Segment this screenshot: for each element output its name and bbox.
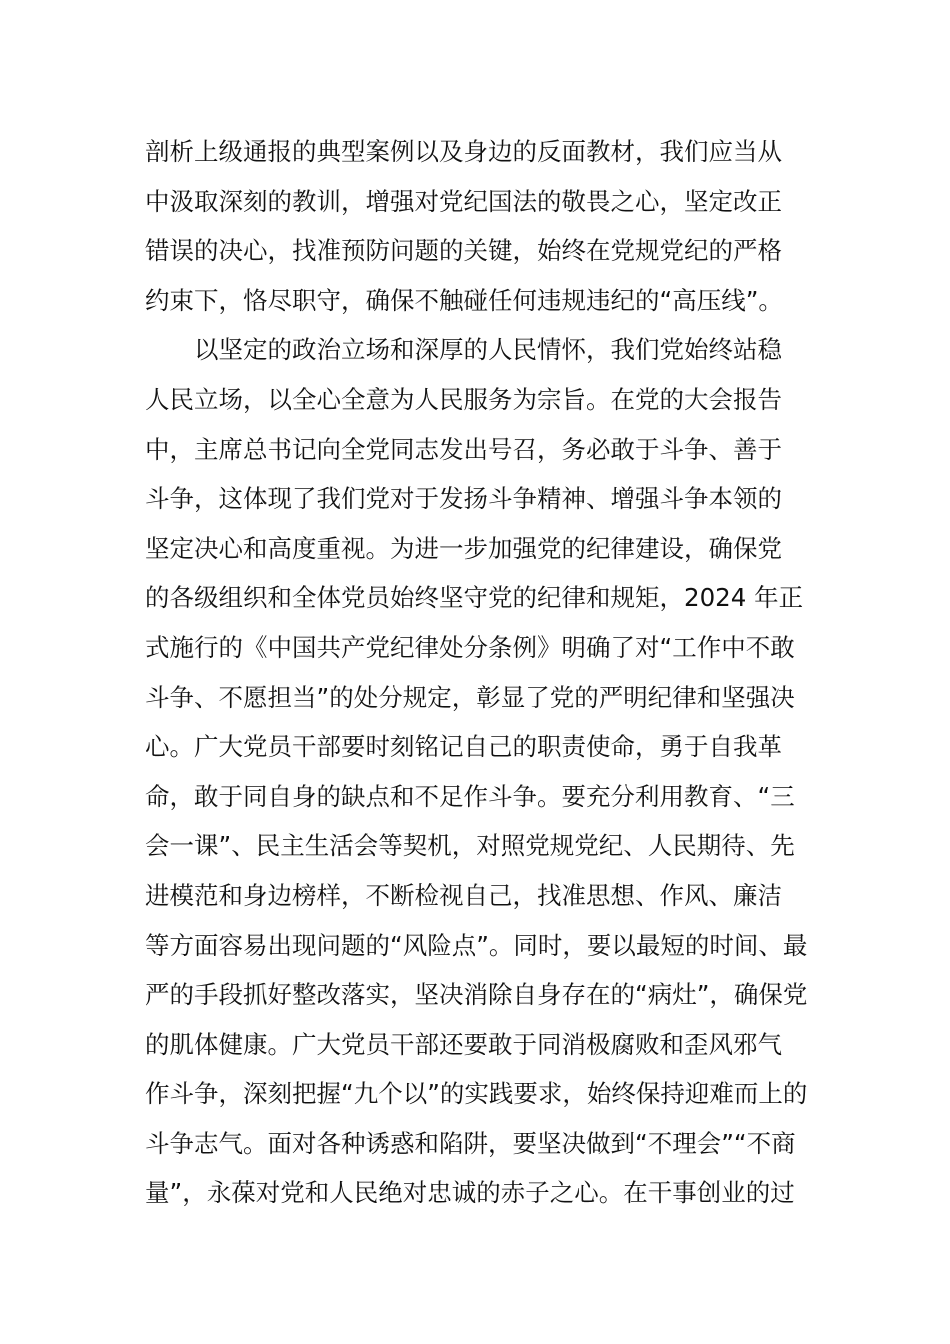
text-line: 等方面容易出现问题的“风险点”。同时，要以最短的时间、最 xyxy=(145,930,808,960)
text-line: 式施行的《中国共产党纪律处分条例》明确了对“工作中不敢 xyxy=(145,632,795,662)
text-line: 约束下，恪尽职守，确保不触碰任何违规违纪的“高压线”。 xyxy=(145,285,783,315)
text-line: 命，敢于同自身的缺点和不足作斗争。要充分利用教育、“三 xyxy=(145,781,795,811)
text-line: 中，主席总书记向全党同志发出号召，务必敢于斗争、善于 xyxy=(145,434,782,464)
text-line: 人民立场，以全心全意为人民服务为宗旨。在党的大会报告 xyxy=(145,384,782,414)
text-line: 的各级组织和全体党员始终坚守党的纪律和规矩，2024 年正 xyxy=(145,583,804,613)
text-line: 量”，永葆对党和人民绝对忠诚的赤子之心。在干事创业的过 xyxy=(145,1178,795,1208)
text-line: 坚定决心和高度重视。为进一步加强党的纪律建设，确保党 xyxy=(145,533,782,563)
text-line: 错误的决心，找准预防问题的关键，始终在党规党纪的严格 xyxy=(145,236,782,266)
text-line: 严的手段抓好整改落实，坚决消除自身存在的“病灶”，确保党 xyxy=(145,980,808,1010)
text-line: 进模范和身边榜样，不断检视自己，找准思想、作风、廉洁 xyxy=(145,880,782,910)
text-line: 斗争志气。面对各种诱惑和陷阱，要坚决做到“不理会”“不商 xyxy=(145,1128,796,1158)
text-line: 斗争，这体现了我们党对于发扬斗争精神、增强斗争本领的 xyxy=(145,484,782,514)
text-line: 斗争、不愿担当”的处分规定，彰显了党的严明纪律和坚强决 xyxy=(145,682,795,712)
text-line: 心。广大党员干部要时刻铭记自己的职责使命，勇于自我革 xyxy=(145,732,782,762)
body-text xyxy=(145,127,810,1218)
text-line: 中汲取深刻的教训，增强对党纪国法的敬畏之心，坚定改正 xyxy=(145,186,782,216)
text-line: 作斗争，深刻把握“九个以”的实践要求，始终保持迎难而上的 xyxy=(145,1079,808,1109)
paragraph-first-line: 以坚定的政治立场和深厚的人民情怀，我们党始终站稳 xyxy=(194,335,782,365)
text-line: 会一课”、民主生活会等契机，对照党规党纪、人民期待、先 xyxy=(145,831,795,861)
text-line: 剖析上级通报的典型案例以及身边的反面教材，我们应当从 xyxy=(145,137,782,166)
text-line: 的肌体健康。广大党员干部还要敢于同消极腐败和歪风邪气 xyxy=(145,1029,782,1059)
